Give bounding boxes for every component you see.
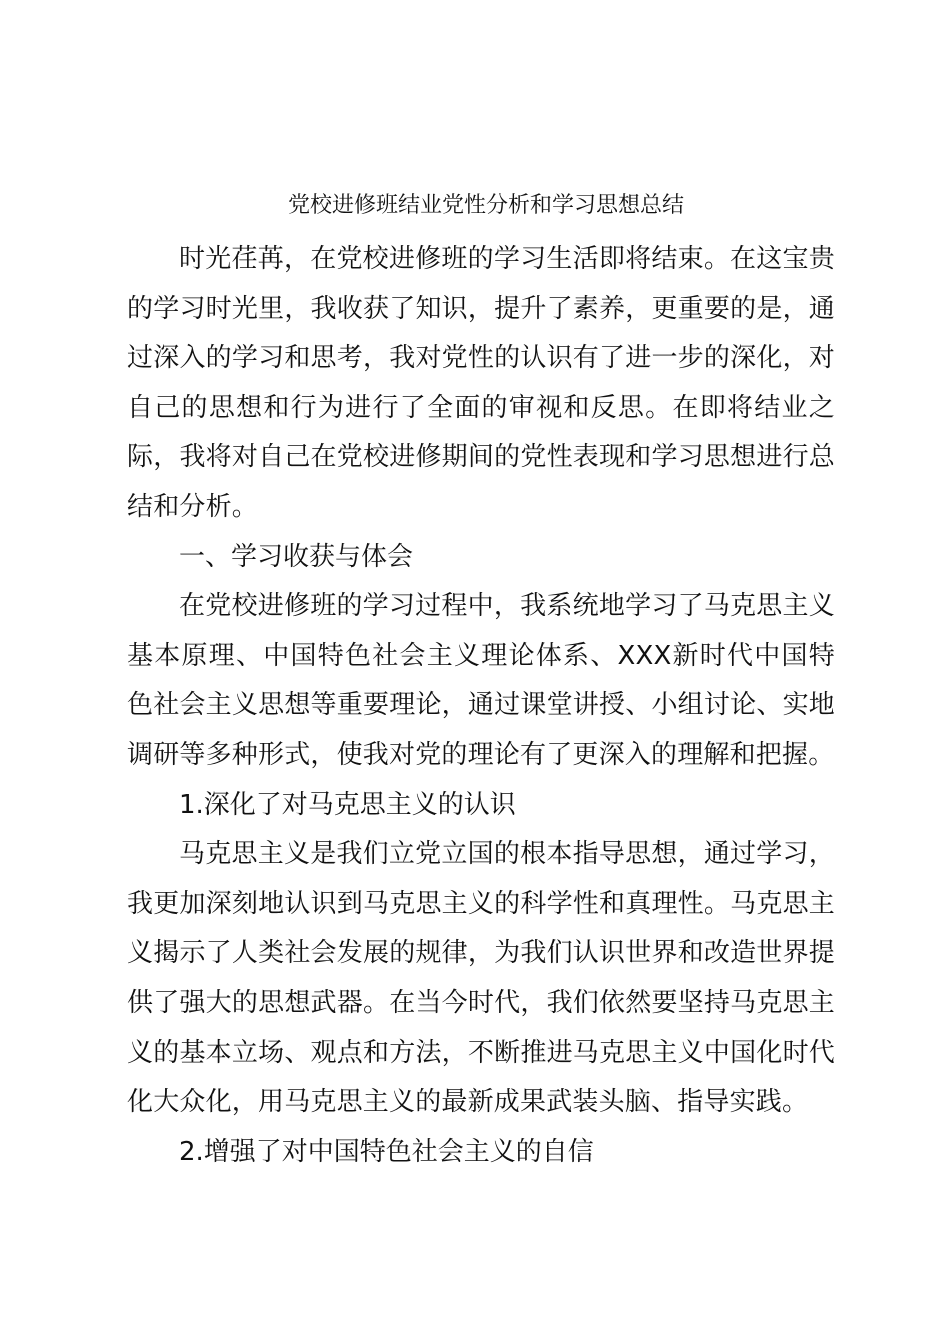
section-heading-learning-gains: 一、学习收获与体会: [179, 541, 414, 572]
document-title: 党校进修班结业党性分析和学习思想总结: [287, 193, 684, 218]
intro-paragraph: 时光荏苒，在党校进修班的学习生活即将结束。在这宝贵的学习时光里，我收获了知识，提升了素养，更重要的是，通过深入的学习和思考，我对党性的认识有了进一步的深化，对自己的思想和行为进行了全面的审视和反思。在即将结业之际，我将对自己在党校进修期间的党性表现和学习思想进行总结和分析。: [127, 244, 835, 522]
marxism-paragraph: 马克思主义是我们立党立国的根本指导思想，通过学习，我更加深刻地认识到马克思主义的科学性和真理性。马克思主义揭示了人类社会发展的规律，为我们认识世界和改造世界提供了强大的思想武器。在当今时代，我们依然要坚持马克思主义的基本立场、观点和方法，不断推进马克思主义中国化时代化大众化，用马克思主义的最新成果武装头脑、指导实践。: [127, 839, 835, 1118]
subheading-socialism-confidence: 2.增强了对中国特色社会主义的自信: [179, 1136, 594, 1167]
document-body: [127, 186, 835, 1177]
learning-paragraph: 在党校进修班的学习过程中，我系统地学习了马克思主义基本原理、中国特色社会主义理论体系、XXX新时代中国特色社会主义思想等重要理论，通过课堂讲授、小组讨论、实地调研等多种形式，使我对党的理论有了更深入的理解和把握。: [127, 591, 835, 770]
subheading-marxism: 1.深化了对马克思主义的认识: [179, 789, 516, 820]
